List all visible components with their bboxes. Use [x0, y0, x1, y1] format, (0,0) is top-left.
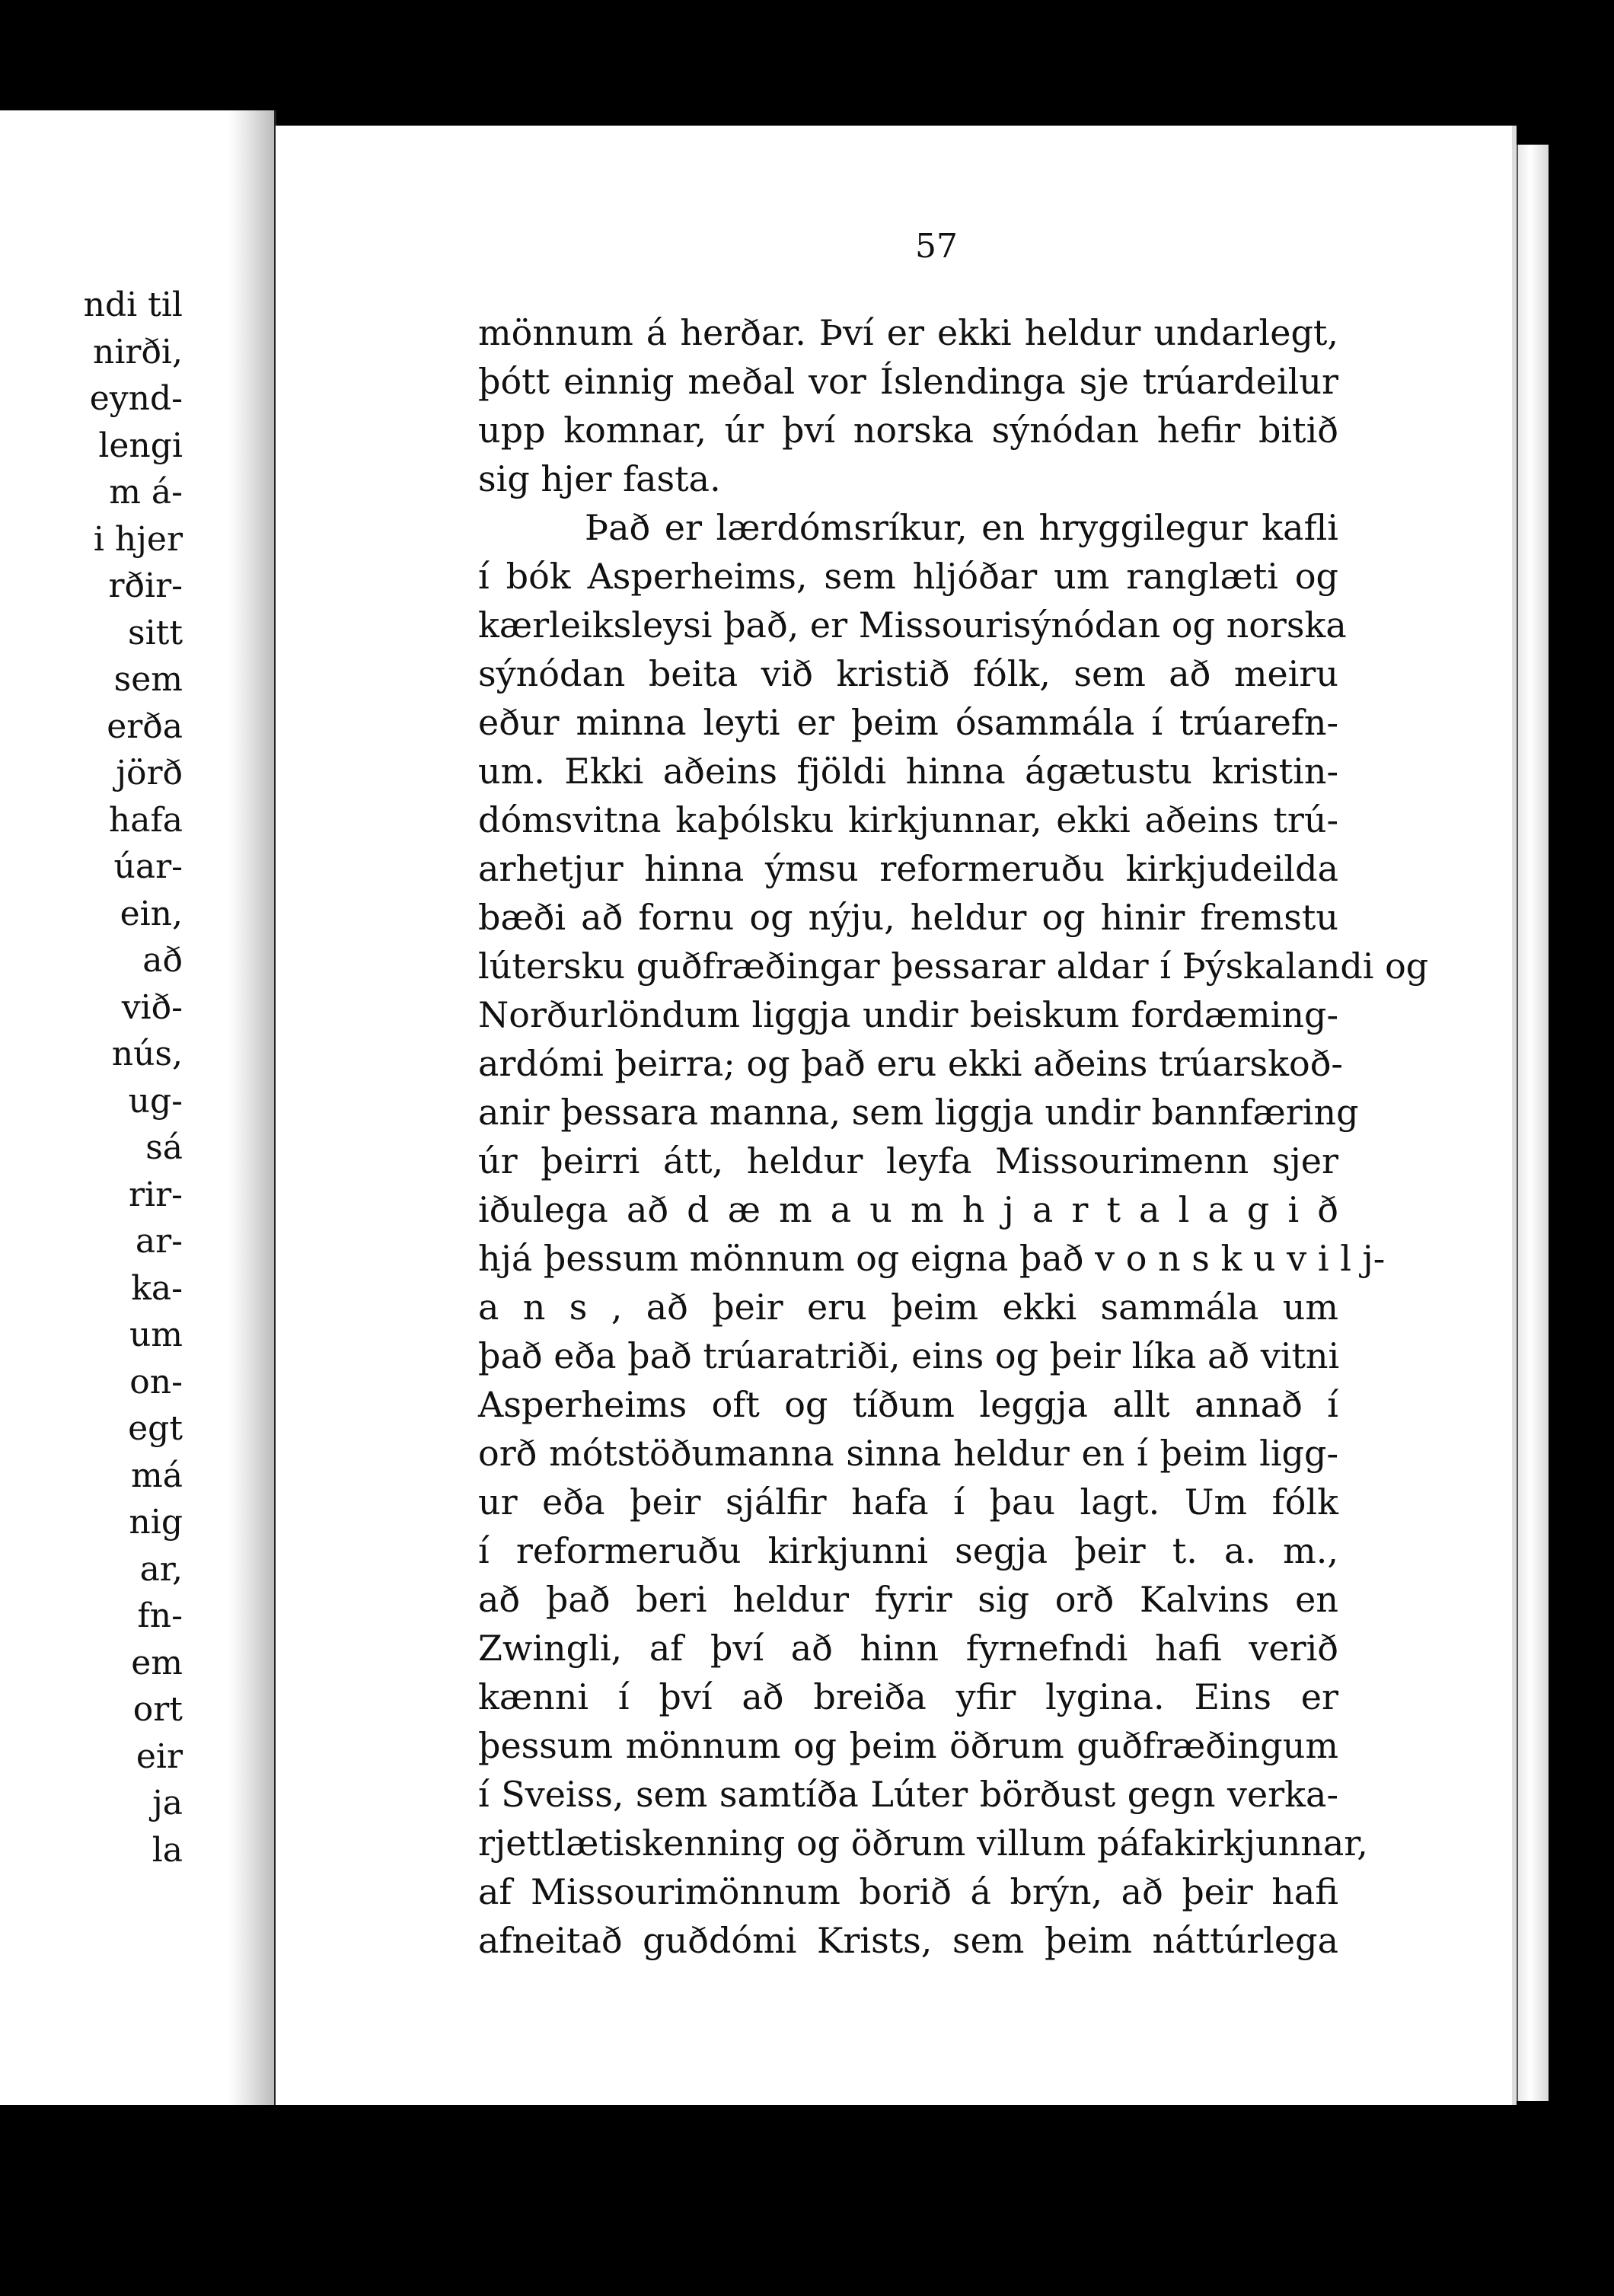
text-line: sig hjer fasta.: [478, 458, 721, 499]
text-line: mönnum á herðar. Því er ekki heldur undarlegt,: [478, 312, 1338, 353]
left-text-line: nús,: [111, 1035, 183, 1073]
book-gutter: [228, 110, 274, 2105]
body-text: [478, 308, 1429, 1965]
text-line: rjettlætiskenning og öðrum villum páfakirkjunnar,: [478, 1822, 1368, 1864]
left-text-line: nig: [129, 1503, 183, 1542]
left-text-line: erða: [107, 706, 183, 746]
page-number: 57: [915, 227, 958, 266]
text-line: a n s , að þeir eru þeim ekki sammála um: [478, 1287, 1338, 1328]
left-page: [0, 110, 276, 2105]
text-line: af Missourimönnum borið á brýn, að þeir hafi: [478, 1871, 1338, 1912]
text-line: iðulega að d æ m a u m h j a r t a l a g i ð: [478, 1189, 1338, 1230]
text-line: arhetjur hinna ýmsu reformeruðu kirkjudeilda: [478, 848, 1338, 889]
left-text-line: lengi: [98, 426, 183, 465]
left-text-line: hafa: [108, 800, 183, 840]
left-text-line: sem: [113, 660, 183, 699]
text-line: um. Ekki aðeins fjöldi hinna ágætustu kristin-: [478, 751, 1338, 792]
text-line: kænni í því að breiða yfir lygina. Eins er: [478, 1676, 1338, 1717]
text-line: úr þeirri átt, heldur leyfa Missourimenn sjer: [478, 1140, 1338, 1181]
left-text-line: ort: [132, 1690, 183, 1729]
text-line: að það beri heldur fyrir sig orð Kalvins en: [478, 1579, 1338, 1620]
left-text-line: on-: [129, 1362, 183, 1402]
text-line: sýnódan beita við kristið fólk, sem að meiru: [478, 653, 1338, 694]
left-text-line: ja: [152, 1784, 183, 1822]
left-text-line: nirði,: [93, 332, 183, 372]
left-text-line: ndi til: [83, 285, 183, 324]
left-text-line: eynd-: [89, 379, 183, 418]
left-text-line: ein,: [120, 894, 183, 933]
text-line: lútersku guðfræðingar þessarar aldar í Þýskalandi og: [478, 946, 1429, 987]
text-line: þessum mönnum og þeim öðrum guðfræðingum: [478, 1725, 1338, 1766]
left-text-line: sá: [145, 1128, 183, 1167]
text-line: í reformeruðu kirkjunni segja þeir t. a. m.,: [478, 1530, 1338, 1571]
text-line: kærleiksleysi það, er Missourisýnódan og norska: [478, 604, 1347, 646]
left-text-line: em: [131, 1643, 183, 1682]
text-line: orð mótstöðumanna sinna heldur en í þeim ligg-: [478, 1433, 1338, 1474]
left-page-text: [0, 282, 183, 1873]
text-line: Zwingli, af því að hinn fyrnefndi hafi verið: [478, 1628, 1338, 1669]
text-line: það eða það trúaratriði, eins og þeir líka að vitni: [478, 1335, 1340, 1376]
left-text-line: að: [142, 941, 183, 980]
left-text-line: úar-: [113, 847, 183, 886]
left-text-line: m á-: [109, 473, 183, 512]
left-text-line: sitt: [127, 613, 183, 652]
page-edge: [1517, 145, 1549, 2101]
left-text-line: rir-: [128, 1175, 183, 1214]
text-line: dómsvitna kaþólsku kirkjunnar, ekki aðeins trú-: [478, 799, 1338, 840]
text-line: ardómi þeirra; og það eru ekki aðeins trúarskoð-: [478, 1043, 1343, 1084]
left-text-line: ug-: [128, 1081, 183, 1121]
left-text-line: rðir-: [108, 566, 183, 605]
text-line: upp komnar, úr því norska sýnódan hefir bitið: [478, 410, 1338, 451]
left-text-line: ar,: [139, 1549, 183, 1589]
left-text-line: fn-: [137, 1596, 183, 1635]
text-line: þótt einnig meðal vor Íslendinga sje trúardeilur: [478, 361, 1338, 402]
text-line: hjá þessum mönnum og eigna það v o n s k u v i l j-: [478, 1238, 1386, 1279]
left-text-line: um: [129, 1315, 183, 1354]
left-text-line: la: [152, 1830, 183, 1870]
text-line: eður minna leyti er þeim ósammála í trúarefn-: [478, 702, 1338, 743]
text-line: Það er lærdómsríkur, en hryggilegur kafli: [585, 507, 1338, 548]
left-text-line: jörð: [116, 754, 183, 792]
text-line: í bók Asperheims, sem hljóðar um ranglæti og: [478, 556, 1338, 597]
text-line: afneitað guðdómi Krists, sem þeim náttúrlega: [478, 1920, 1338, 1961]
text-line: Norðurlöndum liggja undir beiskum fordæming-: [478, 994, 1338, 1035]
left-text-line: eir: [136, 1736, 183, 1776]
text-line: bæði að fornu og nýju, heldur og hinir fremstu: [478, 897, 1338, 938]
left-text-line: i hjer: [93, 519, 183, 559]
text-line: ur eða þeir sjálfir hafa í þau lagt. Um fólk: [478, 1481, 1338, 1523]
left-text-line: við-: [121, 987, 183, 1027]
left-text-line: ka-: [131, 1268, 183, 1308]
text-line: í Sveiss, sem samtíða Lúter börðust gegn verka-: [478, 1774, 1338, 1815]
text-line: Asperheims oft og tíðum leggja allt annað í: [478, 1384, 1338, 1425]
left-text-line: má: [131, 1456, 183, 1495]
text-line: anir þessara manna, sem liggja undir bannfæring: [478, 1092, 1359, 1133]
left-text-line: ar-: [135, 1222, 183, 1261]
left-text-line: egt: [128, 1409, 183, 1448]
